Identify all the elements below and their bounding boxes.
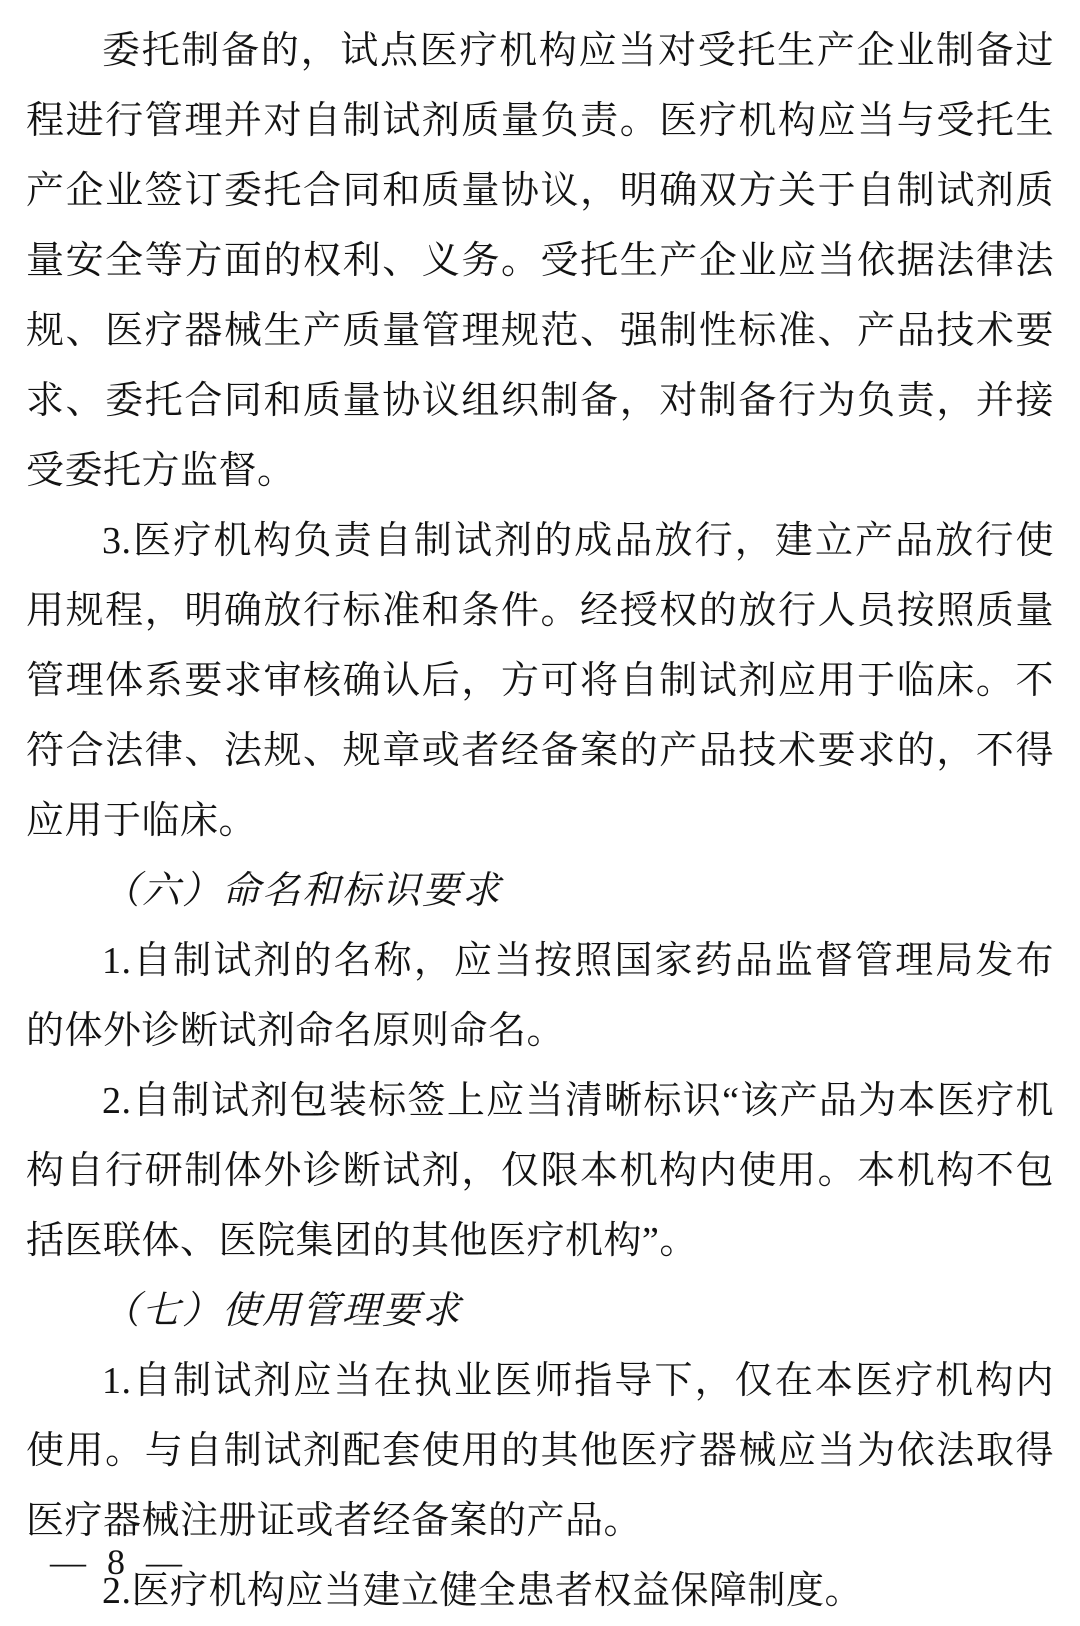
paragraph-naming-rule: 1.自制试剂的名称，应当按照国家药品监督管理局发布的体外诊断试剂命名原则命名。 <box>26 940 1054 1052</box>
paragraph-patient-rights: 2.医疗机构应当建立健全患者权益保障制度。 <box>102 1570 864 1612</box>
section-heading-usage-management: （七）使用管理要求 <box>102 1290 463 1332</box>
paragraph-commissioned-preparation: 委托制备的，试点医疗机构应当对受托生产企业制备过程进行管理并对自制试剂质量负责。医疗机构应当与受托生产企业签订委托合同和质量协议，明确双方关于自制试剂质量安全等方面的权利、义务。受托生产企业应当依据法律法规、医疗器械生产质量管理规范、强制性标准、产品技术要求、委托合同和质量协议组织制备，对制备行为负责，并接受委托方监督。 <box>26 30 1054 492</box>
paragraph-usage-scope: 1.自制试剂应当在执业医师指导下，仅在本医疗机构内使用。与自制试剂配套使用的其他医疗器械应当为依法取得医疗器械注册证或者经备案的产品。 <box>26 1360 1054 1542</box>
document-body <box>26 16 1054 1626</box>
page-number: — 8 — <box>50 1542 188 1582</box>
section-heading-naming-labeling: （六）命名和标识要求 <box>102 870 503 912</box>
paragraph-label-statement: 2.自制试剂包装标签上应当清晰标识“该产品为本医疗机构自行研制体外诊断试剂，仅限本机构内使用。本机构不包括医联体、医院集团的其他医疗机构”。 <box>26 1080 1054 1262</box>
paragraph-product-release: 3.医疗机构负责自制试剂的成品放行，建立产品放行使用规程，明确放行标准和条件。经授权的放行人员按照质量管理体系要求审核确认后，方可将自制试剂应用于临床。不符合法律、法规、规章或者经备案的产品技术要求的，不得应用于临床。 <box>26 520 1054 842</box>
